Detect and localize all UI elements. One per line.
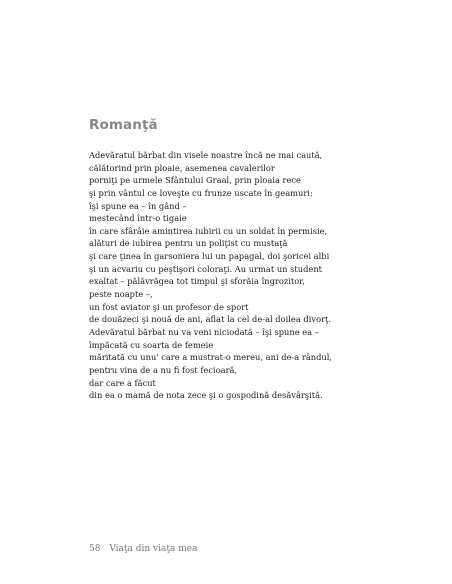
- page-footer: [89, 544, 197, 554]
- poem-line: şi care ţinea în garsoniera lui un papagal, doi şoricei albi: [89, 251, 330, 262]
- poem-line: porniţi pe urmele Sfântului Graal, prin ploaia rece: [89, 175, 301, 186]
- poem-body: [89, 149, 429, 402]
- poem-line: pentru vina de a nu fi fost fecioară,: [89, 364, 238, 375]
- poem-line: măritată cu unu' care a mustrat-o mereu, ani de-a rândul,: [89, 352, 333, 363]
- poem-line: călătorind prin ploaie, asemenea cavalerilor: [89, 162, 275, 173]
- poem-line: şi prin vântul ce loveşte cu frunze uscate în geamuri:: [89, 187, 313, 198]
- poem-line: alături de iubirea pentru un poliţist cu mustaţă: [89, 238, 288, 249]
- poem-line: şi un acvariu cu peştişori coloraţi. Au urmat un student: [89, 263, 322, 274]
- poem-line: Adevăratul bărbat nu va veni niciodată – îşi spune ea –: [89, 326, 319, 337]
- poem-line: mestecând într-o tigaie: [89, 213, 187, 224]
- poem-line: îşi spune ea – în gând –: [89, 200, 187, 211]
- poem-line: dar care a făcut: [89, 377, 156, 388]
- poem-line: din ea o mamă de nota zece şi o gospodină desăvârşită.: [89, 390, 323, 401]
- poem-title: Romanţă: [89, 117, 158, 133]
- poem-line: de douăzeci şi nouă de ani, aflat la cel de-al doilea divorţ.: [89, 314, 332, 325]
- page-number: 58: [89, 544, 101, 554]
- poem-line: Adevăratul bărbat din visele noastre încă ne mai caută,: [89, 150, 323, 160]
- book-title: Viaţa din viaţa mea: [109, 544, 198, 554]
- poem-line: peste noapte –,: [89, 289, 153, 300]
- poem-line: în care sfârâie amintirea iubirii cu un soldat în permisie,: [89, 225, 328, 236]
- poem-line: exaltat – pălăvrăgea tot timpul şi sforăia îngrozitor,: [89, 276, 305, 287]
- poem-line: un fost aviator şi un profesor de sport: [89, 301, 249, 312]
- poem-line: împăcată cu soarta de femeie: [89, 339, 214, 350]
